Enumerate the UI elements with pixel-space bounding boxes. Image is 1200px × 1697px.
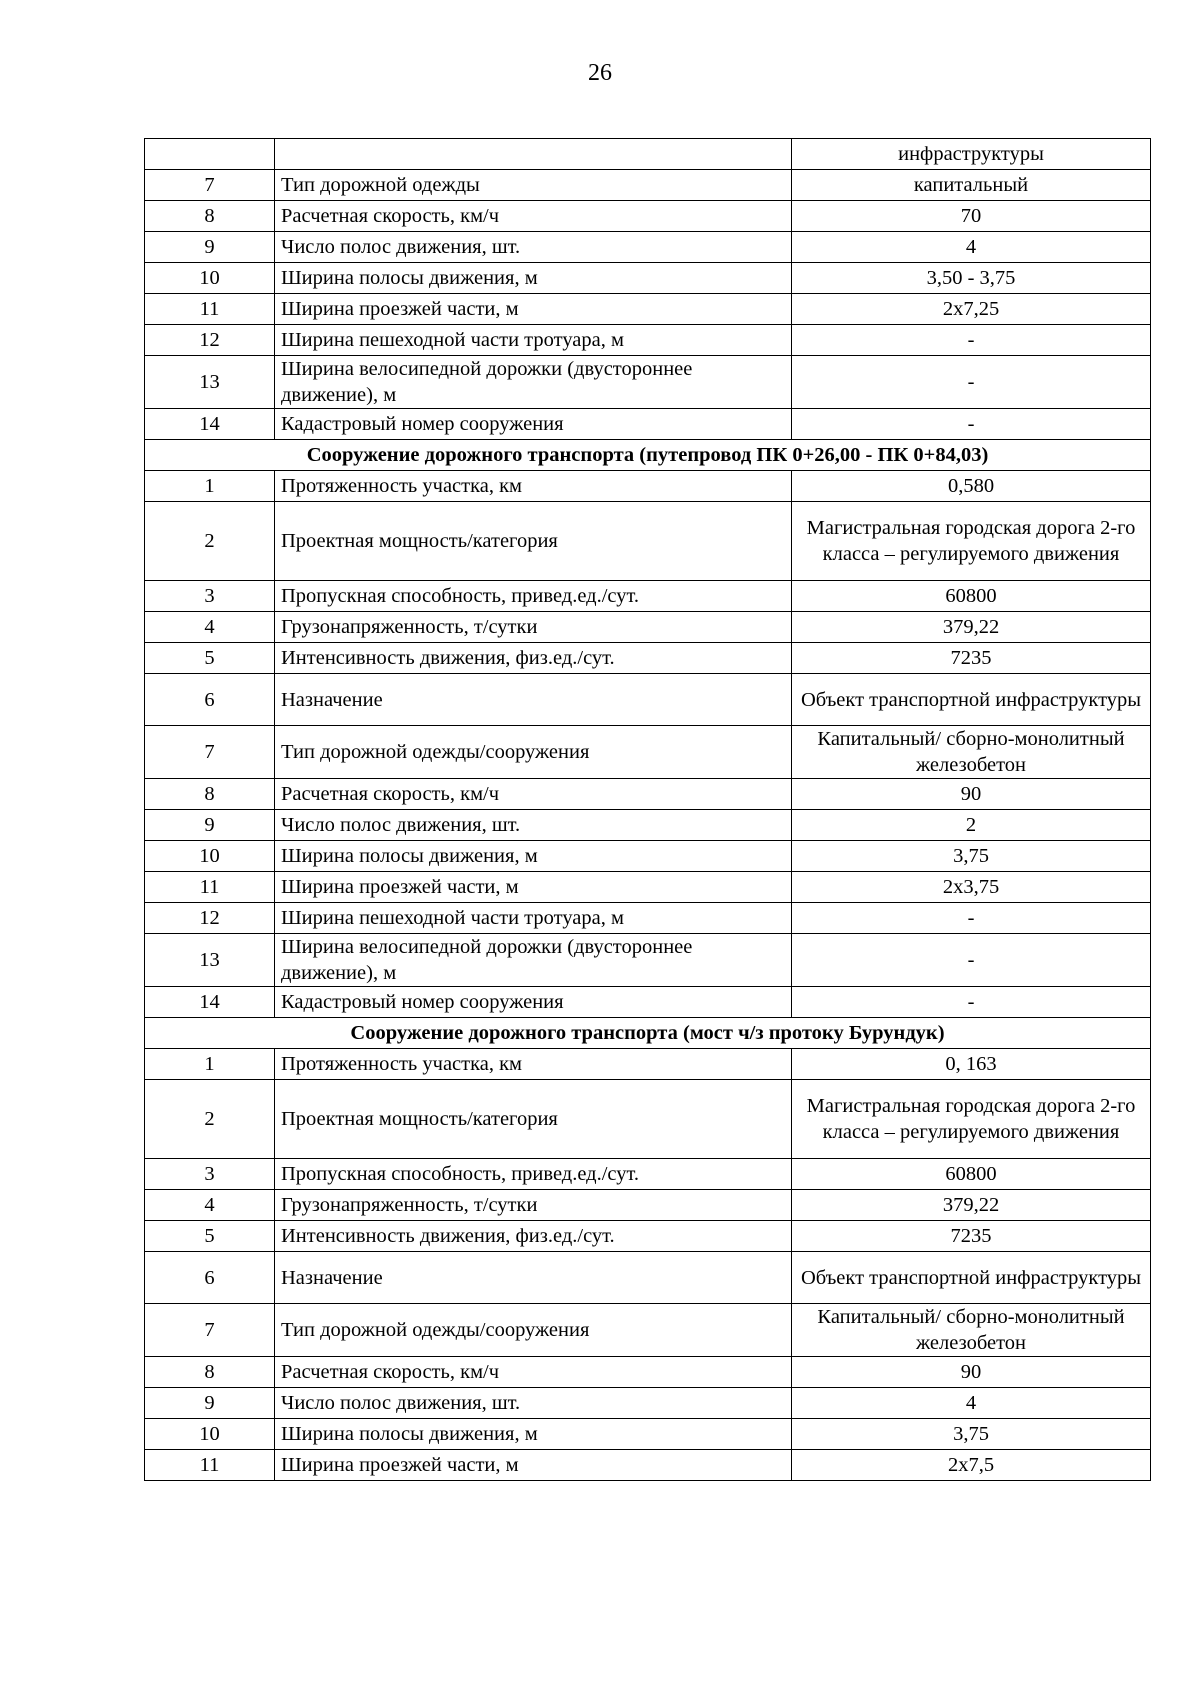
table-row <box>145 1419 1151 1450</box>
table-row <box>145 471 1151 502</box>
row-number-cell: 5 <box>145 643 275 674</box>
row-number-cell: 4 <box>145 1190 275 1221</box>
row-number-cell: 6 <box>145 1252 275 1304</box>
parameter-value-cell: 4 <box>792 1388 1151 1419</box>
parameter-value-cell: 70 <box>792 201 1151 232</box>
row-number-cell: 10 <box>145 1419 275 1450</box>
parameter-name-cell: Назначение <box>275 674 792 726</box>
table-row <box>145 872 1151 903</box>
row-number-cell: 7 <box>145 170 275 201</box>
parameter-value-cell: Капитальный/ сборно-монолитный железобетон <box>792 726 1151 779</box>
table-row <box>145 934 1151 987</box>
row-number-cell: 3 <box>145 581 275 612</box>
table-row <box>145 1304 1151 1357</box>
table-row <box>145 643 1151 674</box>
parameter-value-cell: 60800 <box>792 1159 1151 1190</box>
table-row <box>145 1049 1151 1080</box>
parameter-name-cell: Кадастровый номер сооружения <box>275 987 792 1018</box>
parameter-name-cell: Число полос движения, шт. <box>275 1388 792 1419</box>
parameter-value-cell: 7235 <box>792 643 1151 674</box>
parameter-value-cell: Объект транспортной инфраструктуры <box>792 1252 1151 1304</box>
row-number-cell: 1 <box>145 1049 275 1080</box>
parameter-value-cell: 7235 <box>792 1221 1151 1252</box>
parameter-name-cell: Ширина велосипедной дорожки (двустороннее движение), м <box>275 934 792 987</box>
row-number-cell: 8 <box>145 779 275 810</box>
row-number-cell: 11 <box>145 1450 275 1481</box>
parameter-name-cell: Число полос движения, шт. <box>275 232 792 263</box>
row-number-cell: 4 <box>145 612 275 643</box>
row-number-cell: 13 <box>145 356 275 409</box>
row-number-cell: 13 <box>145 934 275 987</box>
parameter-name-cell: Пропускная способность, привед.ед./сут. <box>275 1159 792 1190</box>
table-row <box>145 779 1151 810</box>
parameter-name-cell: Пропускная способность, привед.ед./сут. <box>275 581 792 612</box>
row-number-cell: 2 <box>145 502 275 581</box>
parameter-name-cell: Интенсивность движения, физ.ед./сут. <box>275 1221 792 1252</box>
table-row <box>145 1252 1151 1304</box>
parameter-value-cell: капитальный <box>792 170 1151 201</box>
table-row <box>145 232 1151 263</box>
parameter-value-cell: 379,22 <box>792 612 1151 643</box>
row-number-cell: 9 <box>145 810 275 841</box>
parameter-value-cell: - <box>792 934 1151 987</box>
table-row <box>145 903 1151 934</box>
table-row <box>145 409 1151 440</box>
row-number-cell: 3 <box>145 1159 275 1190</box>
table-row <box>145 170 1151 201</box>
parameter-name-cell: Ширина полосы движения, м <box>275 1419 792 1450</box>
parameter-name-cell: Расчетная скорость, км/ч <box>275 201 792 232</box>
row-number-cell: 5 <box>145 1221 275 1252</box>
parameter-value-cell: 90 <box>792 1357 1151 1388</box>
parameter-name-cell: Интенсивность движения, физ.ед./сут. <box>275 643 792 674</box>
parameter-value-cell: - <box>792 903 1151 934</box>
parameter-name-cell: Ширина полосы движения, м <box>275 841 792 872</box>
table-row <box>145 139 1151 170</box>
parameter-value-cell: - <box>792 987 1151 1018</box>
parameter-name-cell: Проектная мощность/категория <box>275 502 792 581</box>
table-row <box>145 1221 1151 1252</box>
parameter-value-cell: 60800 <box>792 581 1151 612</box>
parameter-value-cell: 4 <box>792 232 1151 263</box>
parameter-name-cell: Кадастровый номер сооружения <box>275 409 792 440</box>
parameter-name-cell: Грузонапряженность, т/сутки <box>275 612 792 643</box>
parameter-name-cell: Ширина пешеходной части тротуара, м <box>275 325 792 356</box>
page-number: 26 <box>588 60 612 86</box>
row-number-cell: 12 <box>145 903 275 934</box>
row-number-cell: 6 <box>145 674 275 726</box>
parameter-value-cell: Объект транспортной инфраструктуры <box>792 674 1151 726</box>
parameter-value-cell: инфраструктуры <box>792 139 1151 170</box>
table-row <box>145 356 1151 409</box>
row-number-cell <box>145 139 275 170</box>
table-row <box>145 987 1151 1018</box>
table-row <box>145 1450 1151 1481</box>
parameter-value-cell: 2х7,5 <box>792 1450 1151 1481</box>
parameter-name-cell: Протяженность участка, км <box>275 1049 792 1080</box>
parameter-name-cell: Протяженность участка, км <box>275 471 792 502</box>
section-header-row <box>145 1018 1151 1049</box>
row-number-cell: 14 <box>145 987 275 1018</box>
table-row <box>145 612 1151 643</box>
parameter-value-cell: 2 <box>792 810 1151 841</box>
section-title: Сооружение дорожного транспорта (путепровод ПК 0+26,00 - ПК 0+84,03) <box>145 440 1151 471</box>
parameter-value-cell: - <box>792 325 1151 356</box>
row-number-cell: 7 <box>145 726 275 779</box>
road-spec-table <box>144 138 1151 1481</box>
parameter-name-cell: Расчетная скорость, км/ч <box>275 1357 792 1388</box>
parameter-name-cell: Ширина проезжей части, м <box>275 294 792 325</box>
parameter-value-cell: 2х7,25 <box>792 294 1151 325</box>
parameter-name-cell <box>275 139 792 170</box>
table-row <box>145 1388 1151 1419</box>
parameter-name-cell: Ширина пешеходной части тротуара, м <box>275 903 792 934</box>
parameter-name-cell: Ширина проезжей части, м <box>275 1450 792 1481</box>
parameter-value-cell: 3,50 - 3,75 <box>792 263 1151 294</box>
parameter-value-cell: - <box>792 409 1151 440</box>
parameter-name-cell: Тип дорожной одежды/сооружения <box>275 1304 792 1357</box>
table-row <box>145 1190 1151 1221</box>
row-number-cell: 9 <box>145 1388 275 1419</box>
table-row <box>145 726 1151 779</box>
table-row <box>145 841 1151 872</box>
parameter-value-cell: Магистральная городская дорога 2-го класса – регулируемого движения <box>792 502 1151 581</box>
row-number-cell: 10 <box>145 263 275 294</box>
parameter-value-cell: 379,22 <box>792 1190 1151 1221</box>
row-number-cell: 7 <box>145 1304 275 1357</box>
parameter-name-cell: Число полос движения, шт. <box>275 810 792 841</box>
parameter-value-cell: 90 <box>792 779 1151 810</box>
row-number-cell: 2 <box>145 1080 275 1159</box>
parameter-name-cell: Ширина велосипедной дорожки (двустороннее движение), м <box>275 356 792 409</box>
parameter-value-cell: 3,75 <box>792 1419 1151 1450</box>
parameter-name-cell: Ширина полосы движения, м <box>275 263 792 294</box>
parameter-value-cell: 0, 163 <box>792 1049 1151 1080</box>
parameter-name-cell: Грузонапряженность, т/сутки <box>275 1190 792 1221</box>
section-header-row <box>145 440 1151 471</box>
table-row <box>145 502 1151 581</box>
parameter-name-cell: Проектная мощность/категория <box>275 1080 792 1159</box>
table-row <box>145 1080 1151 1159</box>
table-row <box>145 325 1151 356</box>
row-number-cell: 11 <box>145 872 275 903</box>
table-row <box>145 1159 1151 1190</box>
parameter-value-cell: 3,75 <box>792 841 1151 872</box>
row-number-cell: 1 <box>145 471 275 502</box>
parameter-name-cell: Ширина проезжей части, м <box>275 872 792 903</box>
parameter-value-cell: - <box>792 356 1151 409</box>
row-number-cell: 8 <box>145 1357 275 1388</box>
row-number-cell: 8 <box>145 201 275 232</box>
parameter-value-cell: 2х3,75 <box>792 872 1151 903</box>
parameter-name-cell: Расчетная скорость, км/ч <box>275 779 792 810</box>
table-row <box>145 674 1151 726</box>
row-number-cell: 9 <box>145 232 275 263</box>
table-row <box>145 201 1151 232</box>
parameter-value-cell: Магистральная городская дорога 2-го класса – регулируемого движения <box>792 1080 1151 1159</box>
table-row <box>145 1357 1151 1388</box>
table-row <box>145 810 1151 841</box>
parameter-value-cell: Капитальный/ сборно-монолитный железобетон <box>792 1304 1151 1357</box>
table-row <box>145 581 1151 612</box>
parameter-name-cell: Тип дорожной одежды/сооружения <box>275 726 792 779</box>
row-number-cell: 11 <box>145 294 275 325</box>
section-title: Сооружение дорожного транспорта (мост ч/з протоку Бурундук) <box>145 1018 1151 1049</box>
row-number-cell: 10 <box>145 841 275 872</box>
table-row <box>145 294 1151 325</box>
parameter-name-cell: Тип дорожной одежды <box>275 170 792 201</box>
road-spec-table-body <box>145 139 1151 1481</box>
parameter-name-cell: Назначение <box>275 1252 792 1304</box>
table-row <box>145 263 1151 294</box>
row-number-cell: 12 <box>145 325 275 356</box>
row-number-cell: 14 <box>145 409 275 440</box>
parameter-value-cell: 0,580 <box>792 471 1151 502</box>
